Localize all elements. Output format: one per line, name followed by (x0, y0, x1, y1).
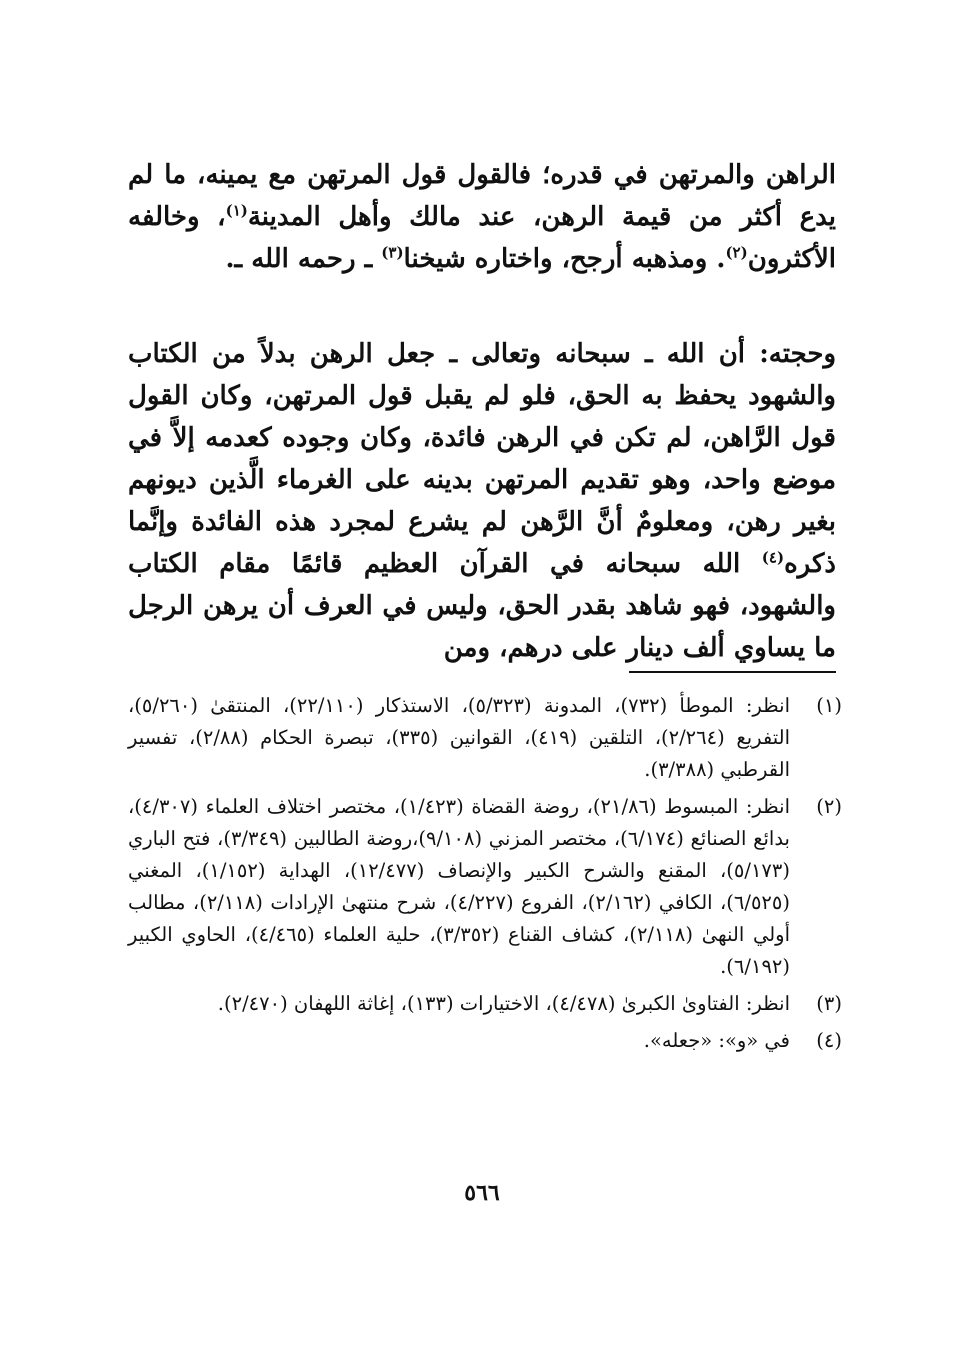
paragraph-1-text: ، وخالفه الأكثرون (128, 202, 836, 274)
footnotes-section (128, 690, 842, 1062)
footnote-text: انظر: الموطأ (٧٣٢)، المدونة (٥/٣٢٣)، الاستذكار (٢٢/١١٠)، المنتقىٰ (٥/٢٦٠)، التفريع (٢/٢٦٤)، التلقين (٤١٩)، القوانين (٣٣٥)، تبصرة الحكام (٢/٨٨)، تفسير القرطبي (٣/٣٨٨). (128, 694, 790, 781)
paragraph-2 (128, 333, 836, 669)
footnote-separator (629, 671, 836, 673)
footnote-number: (٣) (816, 992, 842, 1015)
footnote-text: انظر: الفتاوىٰ الكبرىٰ (٤/٤٧٨)، الاختيارات (١٣٣)، إغاثة اللهفان (٢/٤٧٠). (217, 992, 790, 1015)
footnote-text: في «و»: «جعله». (643, 1029, 790, 1052)
footnote-2 (128, 791, 842, 983)
paragraph-1 (128, 154, 836, 280)
footnote-1 (128, 690, 842, 786)
footnote-ref-2: (٢) (725, 243, 748, 262)
footnote-text: انظر: المبسوط (٢١/٨٦)، روضة القضاة (١/٤٢٣)، مختصر اختلاف العلماء (٤/٣٠٧)، بدائع الصنائع (٦/١٧٤)، مختصر المزني (٩/١٠٨)،روضة الطالبين (٣/٣٤٩)، فتح الباري (٥/١٧٣)، المقنع والشرح الكبير والإنصاف (١٢/٤٧٧)، الهداية (١/١٥٢)، المغني (٦/٥٢٥)، الكافي (٢/١٦٢)، الفروع (٤/٢٢٧)، شرح منتهىٰ الإرادات (٢/١١٨)، مطالب أولي النهىٰ (٢/١١٨)، كشاف القناع (٣/٣٥٢)، حلية العلماء (٤/٤٦٥)، الحاوي الكبير (٦/١٩٢). (128, 795, 790, 978)
page-number: ٥٦٦ (464, 1180, 500, 1206)
footnote-ref-4: (٤) (761, 548, 785, 567)
footnote-number: (٤) (816, 1029, 842, 1052)
paragraph-2-text: وحجته: أن الله ـ سبحانه وتعالى ـ جعل الرهن بدلاً من الكتاب والشهود يحفظ به الحق، فلو لم يقبل قول المرتهن، وكان القول قول الرَّاهن، لم تكن في الرهن فائدة، وكان وجوده كعدمه إلاَّ في موضع واحد، وهو تقديم المرتهن بدينه على الغرماء الَّذين ديونهم بغير رهن، ومعلومٌ أنَّ الرَّهن لم يشرع لمجرد هذه الفائدة وإنَّما ذكره (128, 339, 836, 579)
paragraph-1-text: الراهن والمرتهن في قدره؛ فالقول قول المرتهن مع يمينه، ما لم يدع أكثر من قيمة الرهن، عند مالك وأهل المدينة (128, 160, 837, 232)
footnote-ref-1: (١) (225, 201, 248, 220)
paragraph-1-text: . ومذهبه أرجح، واختاره شيخنا (403, 244, 726, 274)
paragraph-1-text: ـ رحمه الله ـ. (225, 244, 382, 274)
footnote-ref-3: (٣) (381, 243, 404, 262)
footnote-number: (١) (816, 694, 842, 717)
footnote-4 (128, 1025, 842, 1057)
footnote-3 (128, 988, 842, 1020)
footnote-number: (٢) (816, 795, 842, 818)
paragraph-2-text: الله سبحانه في القرآن العظيم قائمًا مقام الكتاب والشهود، فهو شاهد بقدر الحق، وليس في العرف أن يرهن الرجل ما يساوي ألف دينار على درهم، ومن (128, 549, 836, 663)
